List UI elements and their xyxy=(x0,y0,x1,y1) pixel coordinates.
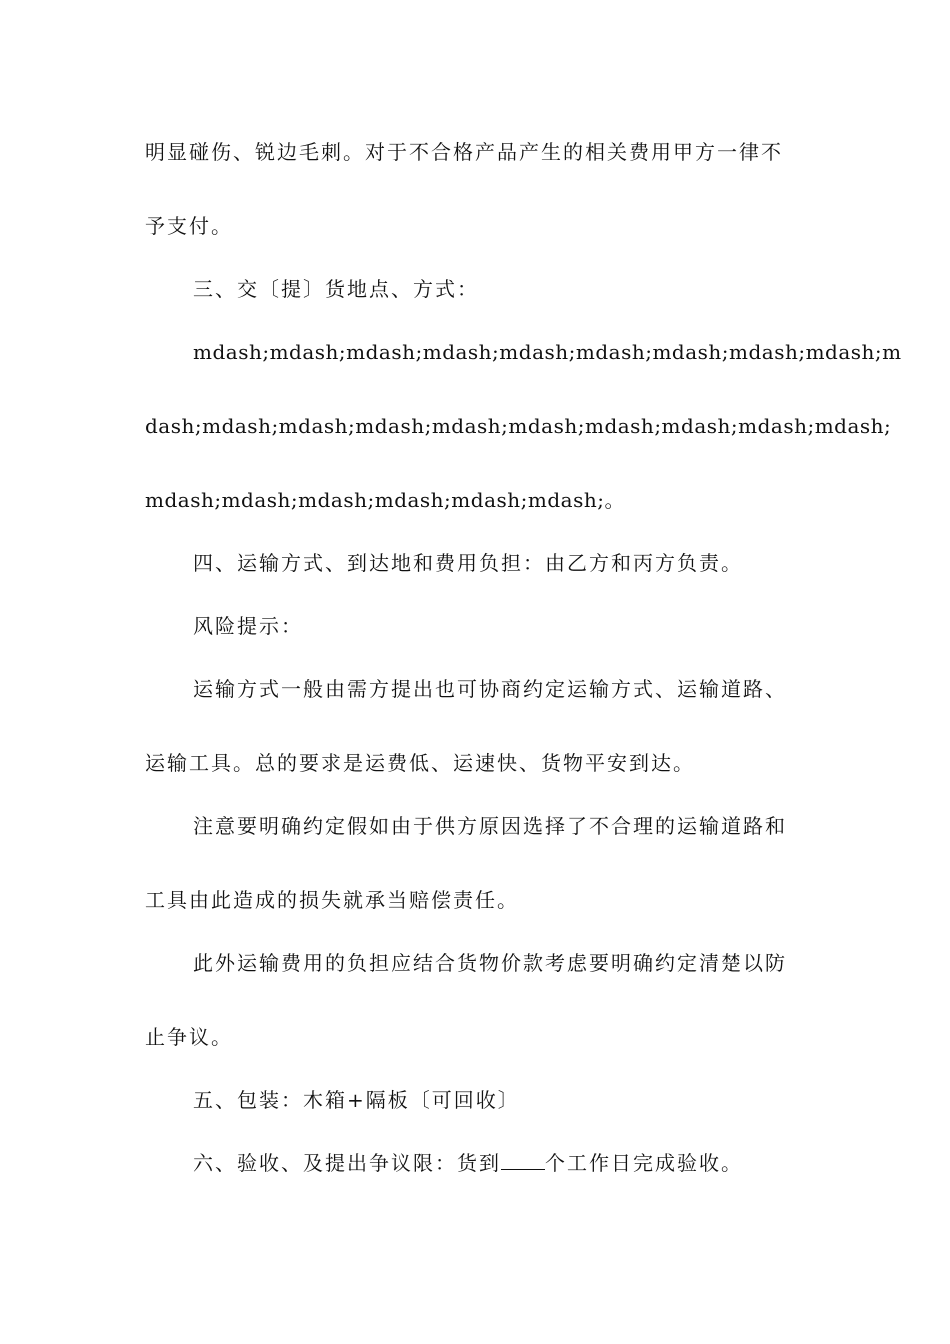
section-heading-3: 三、交〔提〕货地点、方式： xyxy=(193,277,479,301)
paragraph-line: 予支付。 xyxy=(145,214,233,238)
paragraph-line: 明显碰伤、锐边毛刺。对于不合格产品产生的相关费用甲方一律不 xyxy=(145,140,783,164)
section-heading-4: 四、运输方式、到达地和费用负担：由乙方和丙方负责。 xyxy=(193,551,743,575)
section-heading-5: 五、包装：木箱+隔板〔可回收〕 xyxy=(193,1088,520,1112)
paragraph-line: 此外运输费用的负担应结合货物价款考虑要明确约定清楚以防 xyxy=(193,951,787,975)
section-heading-6 xyxy=(193,1151,743,1175)
paragraph-line: 运输方式一般由需方提出也可协商约定运输方式、运输道路、 xyxy=(193,677,787,701)
paragraph-line: 工具由此造成的损失就承当赔偿责任。 xyxy=(145,888,519,912)
mdash-line: dash;mdash;mdash;mdash;mdash;mdash;mdash;mdash;mdash;mdash; xyxy=(145,414,892,438)
acceptance-suffix: 个工作日完成验收。 xyxy=(545,1151,743,1175)
blank-field xyxy=(501,1151,545,1170)
risk-heading: 风险提示： xyxy=(193,614,303,638)
paragraph-line: 注意要明确约定假如由于供方原因选择了不合理的运输道路和 xyxy=(193,814,787,838)
mdash-line: mdash;mdash;mdash;mdash;mdash;mdash;。 xyxy=(145,488,625,512)
mdash-line: mdash;mdash;mdash;mdash;mdash;mdash;mdash;mdash;mdash;m xyxy=(193,340,902,364)
paragraph-line: 运输工具。总的要求是运费低、运速快、货物平安到达。 xyxy=(145,751,695,775)
acceptance-prefix: 六、验收、及提出争议限：货到 xyxy=(193,1151,501,1175)
paragraph-line: 止争议。 xyxy=(145,1025,233,1049)
